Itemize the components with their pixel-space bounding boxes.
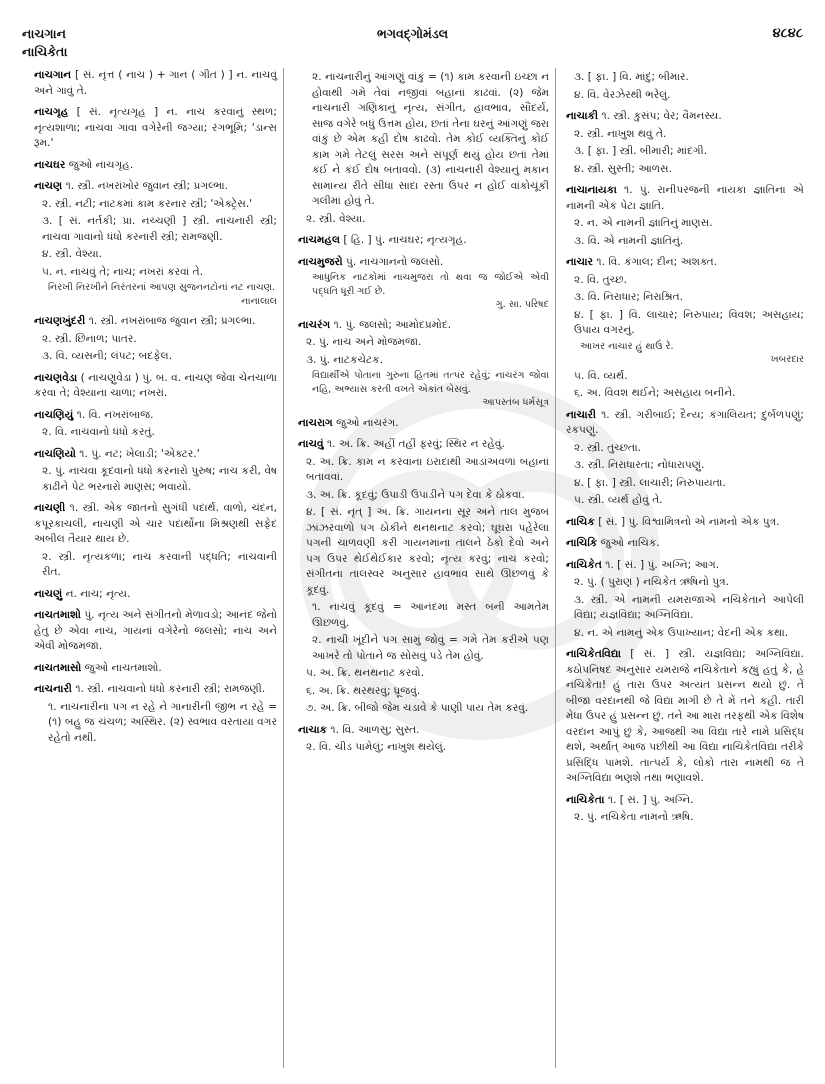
entry-line: [34, 68, 277, 99]
definition-text: ૧. સ્ત્રી. નખરાંખોર જુવાન સ્ત્રી; પ્રગલ્ભા.: [65, 180, 229, 192]
sense-text: ૩. વિ. વ્યસની; લંપટ; બદફેલ.: [42, 350, 173, 362]
sense-text: ૨. વિ. નાચવાનો ધંધો કરતું.: [42, 426, 155, 438]
dictionary-entry: [34, 179, 277, 308]
entry-line: [34, 408, 277, 424]
page-number: ૪૮૪૮: [772, 26, 803, 41]
dictionary-entry: [34, 661, 277, 677]
dictionary-entry: [34, 408, 277, 441]
dictionary-entry: [34, 501, 277, 581]
sense-text: ૨. ન. એ નામની જ્ઞાતિનું માણસ.: [574, 217, 713, 229]
definition-text: [ હિ. ] પું. નાચઘર; નૃત્યગૃહ.: [343, 234, 467, 246]
entry-line: [566, 515, 804, 531]
citation: [298, 369, 549, 410]
entry-line: [566, 558, 804, 574]
dictionary-entry: [298, 255, 549, 312]
dictionary-entry: [34, 447, 277, 496]
sense-text: ૨. સ્ત્રી. તુચ્છતા.: [574, 441, 642, 454]
definition-text: ૧. પું. રાનીપરજની નાયકા જ્ઞાતિના એ નામની એક પેટા જ્ઞાતિ.: [566, 184, 804, 212]
entry-line: [566, 647, 804, 787]
sense-text: ૩. વિ. નિરાધાર; નિરાશ્રિત.: [574, 291, 684, 303]
headword: નાચણવેડા: [34, 371, 78, 384]
dictionary-entry: [566, 408, 804, 509]
entry-line: [298, 723, 549, 739]
sense-text: ૨. સ્ત્રી. નૃત્યકળા; નાચ કરવાની પદ્ધતિ; નાચવાની રીત.: [42, 550, 277, 578]
entry-line: [34, 179, 277, 195]
sense-text: ૨. પું. ( પુરાણ ) નચિકેત ઋષિનો પુત્ર.: [574, 576, 730, 588]
sense-text: ૨. વિ. તુચ્છ.: [574, 273, 627, 286]
entry-line: [298, 437, 549, 453]
page-header: [0, 0, 825, 60]
citation: [298, 271, 549, 312]
definition-text: ૧. સ્ત્રી. નખરાંબાજ જુવાન સ્ત્રી; પ્રગલ્ભા.: [88, 315, 256, 327]
entry-line: [298, 255, 549, 271]
citation: [34, 281, 277, 308]
sense-text: ૬. અ. ક્રિ. થરથરવું; ધ્રૂજવું.: [306, 684, 421, 697]
dictionary-entry: [298, 437, 549, 717]
dictionary-entry: [34, 68, 277, 99]
dictionary-entry: [34, 371, 277, 402]
sense-text: ૪. [ સં. નૃત્ ] અ. ક્રિ. ગાયનના સૂર અને તાલ મુજબ ઝાંઝરવાળો પગ ઠોકીને થનથનાટ કરવો; ઘૂઘરા પહેરેલા પગની ચાળવણી કરી ગાયનમાંના તાલને ઠેકો દેવો અને પગ ઉપર થેઈથેઈકાર કરવો; નૃત્ય કરવું; નાચ કરવો; સંગીતના તાલસ્વર અનુસાર હાવભાવ સાથે ઊછળવું કે કૂદવું.: [306, 506, 549, 596]
entry-line: [298, 416, 549, 432]
definition-text: ૧. સ્ત્રી. એક જાતનો સુગંધી પદાર્થ. વાળો, ચંદન, કપૂરકાચલી, નાચણી એ ચાર પદાર્થોના મિશ્રણથી સફેદ અબીલ તૈયાર થાય છે.: [34, 502, 277, 545]
dictionary-entry: [34, 158, 277, 174]
idiom-text: ૧. નાચનારીના પગ ન રહે ને ગાનારીની જીભ ન રહે = (૧) બહુ જ ચંચળ; અસ્થિર. (૨) સ્વભાવ વરતાયા વગર રહેતો નથી.: [48, 700, 277, 744]
entry-line: [34, 371, 277, 402]
sense-text: ૩. સ્ત્રી. એ નામની યમરાજાએ નચિકેતાને આપેલી વિદ્યા; યજ્ઞવિદ્યા; અગ્નિવિદ્યા.: [574, 593, 804, 621]
dictionary-entry: [34, 587, 277, 603]
column-3: [556, 68, 810, 1068]
citation-source: ગુ. સા. પરિષદ: [495, 299, 549, 310]
headword: નાચિકેતવિદ્યા: [566, 648, 621, 660]
definition-text: ( નાચણુવેડા ) પું. બ. વ. નાચણ જેવા ચેનચાળા કરવા તે; વેશ્યાના ચાળા; નખરાં.: [34, 371, 277, 399]
headword: નાચાક: [298, 723, 328, 736]
idiom-text: ૨. નાચી ખૂંદીને પગ સામું જોવું = ગમે તેમ કરીએ પણ આખરે તો પોતાને જ સોસવું પડે તેમ હોવું.: [312, 634, 549, 662]
definition-text: ૧. સ્ત્રી. ગરીબાઈ; દૈન્ય; કંગાલિયત; દુર્બળપણું; રંકપણું.: [566, 408, 804, 436]
sense-text: ૨. વિ. ચીડ પામેલું; નાખુશ થયેલું.: [306, 741, 447, 753]
headword: નાચાકી: [566, 110, 599, 122]
entry-line: [566, 255, 804, 271]
column-1: [20, 68, 284, 1068]
sense-text: ૫. અ. ક્રિ. થનથનાટ કરવો.: [306, 667, 424, 679]
citation-source: ખબરદાર: [770, 354, 804, 365]
column-2: [284, 68, 556, 1068]
headword: નાચનારી: [34, 683, 72, 695]
definition-text: [ સં. ] સ્ત્રી. યજ્ઞવિદ્યા; અગ્નિવિદ્યા. કઠોપનિષદ અનુસાર યમરાજે નચિકેતાને કહ્યું હતું કે, હે નચિકેતા! હું તારા ઉપર અત્યંત પ્રસન્ન થયો છું. તેં બીજા વરદાનથી જે વિદ્યા માગી છે તે મેં તને કહી. તારી મેધા ઉપર હું પ્રસન્ન છું. તને આ મારા તરફથી એક વિશેષ વરદાન આપું છું કે, આજથી આ વિદ્યા તારે નામે પ્રસિદ્ધ થશે, અર્થાત્ આજ પછીથી આ વિદ્યા નાચિકેતવિદ્યા તરીકે પ્રસિદ્ધિ પામશે. તાત્પર્ય કે, લોકો તારા નામથી જ તે અગ્નિવિદ્યા ભણશે તથા ભણાવશે.: [566, 648, 804, 784]
headword: નાચાનાયકા: [566, 184, 617, 196]
sense-text: ૩. સ્ત્રી. નિરાધારતા; નોધારાપણું.: [574, 459, 705, 471]
entry-line: [566, 408, 804, 439]
definition-text: ૧. સ્ત્રી. નાચવાનો ધંધો કરનારી સ્ત્રી; રામજણી.: [75, 683, 266, 695]
idiom-text: ૨. નાચનારીનું આંગણું વાંકું = (૧) કામ કરવાની ઇચ્છા ન હોવાથી ગમે તેવાં નજીવાં બહાનાં કાઢવાં. (૨) જેમ નાચનારી ગણિકાનું નૃત્ય, સંગીત, હાવભાવ, સૌંદર્ય, સાજ વગેરે બધું ઉત્તમ હોય, છતાં તેના ઘરનું આંગણું જરા વાંકું છે એમ કહી દોષ કાઢવો. તેમ કોઈ વ્યક્તિનું કોઈ કામ ગમે તેટલું સરસ અને સંપૂર્ણ થયું હોય છતાં તેમાં કંઈ ને કંઈ દોષ બતાવવો. (૩) નાચનારી વેશ્યાનું મકાન સામાન્ય રીતે સીધા સાદા રસ્તા ઉપર ન હોઈ વાંકોચૂંકી ગલીમાં હોવું તે.: [312, 71, 549, 207]
sense-text: ૭. અ. ક્રિ. બીજો જેમ ચડાવે કે પાણી પાય તેમ કરવું.: [306, 702, 529, 714]
entry-line: [566, 793, 804, 809]
headword: નાચઘર: [34, 158, 66, 171]
dictionary-entry: [34, 682, 277, 746]
citation: [566, 340, 804, 367]
sense-text: ૪. સ્ત્રી. સુસ્તી; આળસ.: [574, 162, 673, 175]
headword: નાચરંગ: [298, 318, 331, 331]
sense-text: ૪. વિ. વેરઝેરથી ભરેલું.: [574, 88, 671, 101]
running-title: ભગવદ્ગોમંડલ: [376, 26, 449, 41]
sense-text: ૩. પું. નાટકચેટક.: [306, 353, 384, 366]
entry-line: [34, 608, 277, 655]
dictionary-entry: [566, 793, 804, 826]
definition-text: [ સં. ] પું. વિશ્વામિત્રનો એ નામનો એક પુત્ર.: [598, 515, 780, 528]
sense-text: ૪. ન. એ નામનું એક ઉપાખ્યાન; વેદની એક કથા.: [574, 626, 789, 639]
citation-source: નાનાલાલ: [241, 295, 277, 307]
sense-text: ૫. ન. નાચવું તે; નાચ; નખરાં કરવાં તે.: [42, 265, 204, 278]
entry-line: [298, 233, 549, 249]
sense-text: ૩. અ. ક્રિ. કૂદવું; ઉપાડી ઉપાડીને પગ દેવા કે ઠોકવા.: [306, 488, 525, 501]
definition-text: ૧. વિ. આળસુ; સુસ્ત.: [330, 723, 420, 736]
entry-line: [34, 314, 277, 330]
definition-text: જુઓ નાચતમાશો.: [84, 661, 162, 674]
headword: નાચિક: [566, 515, 595, 528]
sense-text: ૨. પું. નચિકેતા નામનો ઋષિ.: [574, 811, 694, 823]
dictionary-entry: [298, 70, 549, 227]
definition-text: ૧. સ્ત્રી. કુસંપ; વેર; વૈમનસ્ય.: [601, 110, 722, 122]
dictionary-entry: [566, 255, 804, 402]
headword: નાચારી: [566, 408, 597, 421]
dictionary-entry: [298, 318, 549, 410]
headword: નાચવું: [298, 438, 324, 450]
headword: નાચતમાશો: [34, 609, 81, 621]
sense-text: ૩. વિ. એ નામની જ્ઞાતિનું.: [574, 234, 684, 247]
sense-text: ૬. અ. વિવશ થઈને; અસહાય બનીને.: [574, 387, 736, 399]
headword: નાચમહલ: [298, 234, 340, 246]
definition-text: [ સં. નૃત્યગૃહ ] ન. નાચ કરવાનું સ્થળ; નૃત્યશાળા; નાચવા ગાવા વગેરેની જગ્યા; રંગભૂમિ; 'ડાન્સ રૂમ.': [34, 106, 277, 149]
headword: નાચણિયું: [34, 408, 74, 421]
dictionary-entry: [566, 183, 804, 249]
sense-text: ૩. [ ફા. ] વિ. માંદું; બીમાર.: [574, 71, 689, 83]
definition-text: જુઓ નાચગૃહ.: [68, 158, 134, 171]
headword: નાચાર: [566, 256, 594, 268]
sense-text: ૨. પું. નાચ અને મોજમજા.: [306, 336, 422, 348]
entry-line: [566, 183, 804, 214]
guide-word-first: નાચગાન: [22, 26, 66, 41]
definition-text: ૧. વિ. કંગાલ; દીન; અશક્ત.: [596, 256, 718, 268]
definition-text: જુઓ નાચિક.: [600, 537, 660, 549]
dictionary-columns: [20, 68, 810, 1068]
headword: નાચિકેત: [566, 558, 602, 571]
citation-source: આપસ્તંબ ધર્મસૂત્ર: [482, 397, 549, 408]
entry-line: [34, 587, 277, 603]
dictionary-entry: [566, 515, 804, 531]
definition-text: [ સં. નૃત્ત ( નાચ ) + ગાન ( ગીત ) ] ન. નાચવું અને ગાવું તે.: [34, 69, 277, 97]
definition-text: ૧. અ. ક્રિ. અહીં તહીં ફરવું; સ્થિર ન રહેવું.: [326, 438, 505, 450]
entry-line: [34, 501, 277, 548]
headword: નાચિકિ: [566, 537, 598, 549]
headword: નાચતમાસો: [34, 661, 82, 674]
entry-line: [34, 105, 277, 152]
sense-text: ૪. [ ફા. ] વિ. લાચાર; નિરુપાય; વિવશ; અસહાય; ઉપાય વગરનું.: [574, 308, 804, 336]
dictionary-entry: [34, 608, 277, 655]
entry-line: [34, 158, 277, 174]
definition-text: ૧. પું. જલસો; આમોદપ્રમોદ.: [333, 318, 452, 331]
sense-text: ૪. સ્ત્રી. વેશ્યા.: [42, 248, 102, 260]
headword: નાચગાન: [34, 69, 72, 81]
definition-text: પું. નાચગાનનો જલસો.: [345, 255, 444, 268]
definition-text: ૧. [ સં. ] પું. અગ્નિ; આગ.: [605, 558, 720, 571]
entry-line: [34, 682, 277, 698]
citation-text: આખર નાચાર હું થાઉં રે.: [580, 340, 674, 352]
sense-text: ૨. સ્ત્રી. છિનાળ; પાતર.: [42, 332, 137, 345]
sense-text: ૨. પું. નાચવા કૂદવાનો ધંધો કરનારો પુરુષ; નાચ કરી, વેષ કાઢીને પેટ ભરનારો માણસ; ભવાયો.: [42, 465, 277, 493]
entry-line: [566, 109, 804, 125]
citation-text: નિરખી નિરખીને નિરંતરનાં આપણ સુજનનટોનાં નટ નાચણ.: [48, 282, 276, 293]
headword: નાચણખુંદરી: [34, 315, 86, 327]
sense-text: ૩. [ સં. નર્તકી; પ્રા. નચ્ચણી ] સ્ત્રી. નાચનારી સ્ત્રી; નાચવા ગાવાનો ધંધો કરનારી સ્ત્રી; રામજણી.: [42, 215, 277, 243]
citation-text: આધુનિક નાટકોમાં નાચમુજરા તો થવા જ જોઈએ એવી પદ્ધતિ ધૂરી ગઈ છે.: [312, 272, 549, 297]
definition-text: ૧. [ સં. ] પું. અગ્નિ.: [607, 793, 694, 806]
sense-text: ૨. સ્ત્રી. વેશ્યા.: [306, 212, 366, 225]
headword: નાચણી: [34, 502, 66, 514]
definition-text: પું. નૃત્ય અને સંગીતનો મેળાવડો; આનંદ જેનો હેતુ છે એવા નાચ, ગાયનાં વગેરેનો જલસો; નાચ અને એવી મોજમજા.: [34, 609, 277, 652]
headword: નાચિકેતા: [566, 793, 605, 806]
headword: નાચણિયો: [34, 447, 76, 460]
guide-word-last: નાચિકેતા: [22, 44, 68, 59]
dictionary-entry: [298, 416, 549, 432]
sense-text: ૨. સ્ત્રી. નટી; નાટકમાં કામ કરનાર સ્ત્રી; 'એક્ટ્રેસ.': [42, 197, 253, 210]
sense-text: ૩. [ ફા. ] સ્ત્રી. બીમારી; માંદગી.: [574, 145, 708, 157]
definition-text: ૧. પું. નટ; ખેલાડી; 'એક્ટર.': [79, 447, 200, 460]
headword: નાચણ: [34, 180, 63, 192]
entry-line: [34, 661, 277, 677]
definition-text: જુઓ નાચરંગ.: [336, 416, 399, 429]
sense-text: ૨. સ્ત્રી. નાખુશ થવું તે.: [574, 127, 667, 140]
citation-text: વિદ્યાર્થીએ પોતાના ગુરુના હિતમાં તત્પર રહેવું; નાચરંગ જોવા નહિ, અભ્યાસ કરતી વખતે એકાંત બેસવું.: [312, 370, 549, 395]
headword: નાચરાગ: [298, 416, 333, 429]
dictionary-entry: [566, 647, 804, 787]
headword: નાચમુજરો: [298, 255, 343, 268]
dictionary-entry: [566, 109, 804, 177]
sense-text: ૫. સ્ત્રી. વ્યર્થ હોવું તે.: [574, 494, 663, 506]
sense-text: ૪. [ ફા. ] સ્ત્રી. લાચારી; નિરુપાયતા.: [574, 476, 726, 489]
dictionary-entry: [298, 233, 549, 249]
dictionary-entry: [566, 558, 804, 642]
headword: નાચગૃહ: [34, 106, 69, 118]
entry-line: [34, 447, 277, 463]
entry-line: [566, 536, 804, 552]
sense-text: ૫. વિ. વ્યર્થ.: [574, 369, 628, 382]
sense-text: ૨. અ. ક્રિ. કામ ન કરવાના ઇરાદાથી આડાંઅવળાં બહાનાં બતાવવાં.: [306, 455, 549, 483]
dictionary-entry: [566, 70, 804, 103]
definition-text: ન. નાચ; નૃત્ય.: [65, 587, 131, 600]
idiom-text: ૧. નાચવું કૂદવું = આનંદમાં મસ્ત બની આમતેમ ઊછળવું.: [312, 601, 549, 629]
dictionary-entry: [34, 105, 277, 152]
headword: નાચણું: [34, 587, 63, 600]
entry-line: [298, 318, 549, 334]
definition-text: ૧. વિ. નખરાંબાજ.: [76, 408, 154, 421]
dictionary-entry: [298, 723, 549, 756]
dictionary-entry: [566, 536, 804, 552]
dictionary-entry: [34, 314, 277, 365]
